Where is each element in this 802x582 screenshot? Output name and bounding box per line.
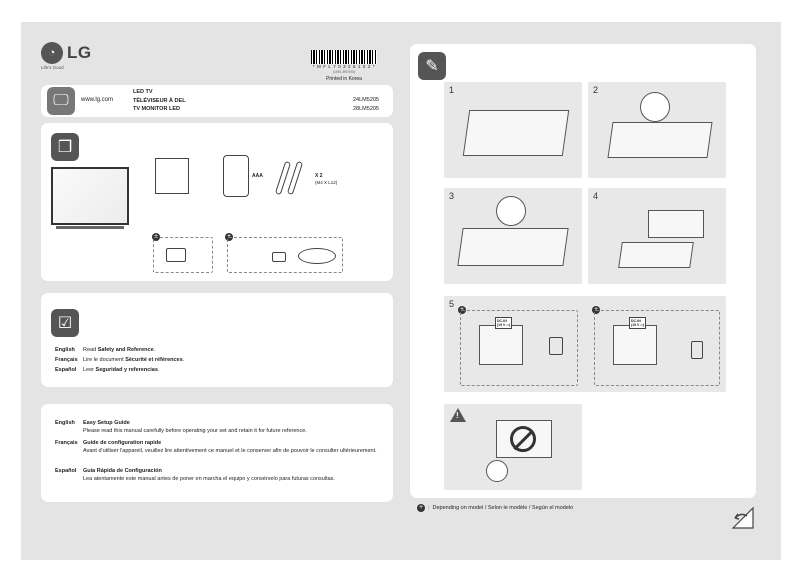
model-numbers [353,96,379,113]
page-turn-icon [729,504,757,532]
title-en: LED TV [133,89,153,95]
connection-option-b [594,310,720,386]
tv-back-illustration [463,110,569,156]
step-4: 4 [588,188,726,284]
zoom-circle [486,460,508,482]
step-1: 1 [444,82,582,178]
stand-attach-illustration [607,122,712,158]
title-es: TV MONITOR LED [133,106,180,112]
assembly-panel [410,44,756,498]
model-footnote: + : Depending on model / Selon le modèle / Según el modelo [418,504,574,511]
zoom-circle [496,196,526,226]
cable-illustration [298,248,336,264]
safety-row-fr: Français Lire le document Sécurité et références. [55,357,185,363]
optional-icon: + [153,233,159,240]
connection-option-a [460,310,578,386]
manual-sheet [21,22,781,560]
screw-count: X 2 [315,173,323,179]
optional-icon: + [226,233,232,240]
monitor-web-icon: 🖵 [47,87,75,115]
tv-upright-illustration [648,210,704,238]
screw-stand-illustration [457,228,568,266]
dcin-label: DC-IN (19 V ⎓) [497,319,511,327]
tv-port-illustration [613,325,657,365]
adapter-plug-illustration [549,337,563,355]
battery-label: AAA [252,173,263,179]
tv-illustration [51,167,129,225]
printed-in: Printed in Korea [326,76,362,82]
model-28: 28LM5205 [353,105,379,112]
manual-illustration [155,158,189,194]
setup-guide-panel: English Easy Setup Guide Please read this manual carefully before operating your set and retain it for future reference. Français Guide de configuration rapide Avant d'utiliser l'appareil, veuillez lire attentivement ce manuel et le conserver afin de pouvoir le consulter ultérieurement. Español Guía Rápida de Configuración Lea atentamente este manual antes de poner en marcha el equipo y consérvelo para futuras consultas. [41,404,393,502]
warning-triangle-icon [450,408,466,422]
open-box-icon: ❒ [51,133,79,161]
optional-adapter-box [153,237,213,273]
power-adapter-illustration [166,248,186,262]
title-fr: TÉLÉVISEUR À DEL [133,97,186,104]
product-titles [133,88,186,114]
barcode-revision: (1901-REV00) [332,70,356,74]
checkmark-icon: ☑ [51,309,79,337]
screw-size: (M4 X L12) [315,180,338,185]
safety-panel [41,293,393,387]
lg-face-icon: ◔ [41,42,63,64]
wall-outlet-illustration [691,341,703,359]
logo-tagline: Life's Good [41,65,64,70]
model-24: 24LM5205 [353,97,379,103]
tv-port-illustration [479,325,523,365]
optional-cables-box [227,237,343,273]
barcode-number: * M F L 7 0 3 2 6 1 0 2 * [312,64,376,69]
tv-lift-illustration [618,242,694,268]
adapter-illustration [272,252,286,262]
safety-row-es: Español Leer Seguridad y referencias. [55,367,160,373]
safety-row-en: English Read Safety and Reference. [55,347,156,353]
box-contents-panel [41,123,393,281]
header-panel [41,85,393,117]
optional-icon: + [593,306,599,313]
prohibited-icon [510,426,536,452]
lg-logo [41,42,92,64]
optional-icon: + [418,504,424,511]
optional-icon: + [459,306,465,313]
logo-text: LG [67,43,92,62]
screwdriver-icon: ✎ [418,52,446,80]
website-url: www.lg.com [81,97,114,103]
step-3: 3 [444,188,582,284]
zoom-circle [640,92,670,122]
barcode [311,50,377,64]
dcin-label: DC-IN (19 V ⎓) [631,319,645,327]
step-2: 2 [588,82,726,178]
stand-base-illustration [276,161,306,197]
remote-illustration [223,155,249,197]
step-5: 5 + DC-IN (19 V ⎓) + DC-IN (19 V ⎓) [444,296,726,392]
warning-step [444,404,582,490]
